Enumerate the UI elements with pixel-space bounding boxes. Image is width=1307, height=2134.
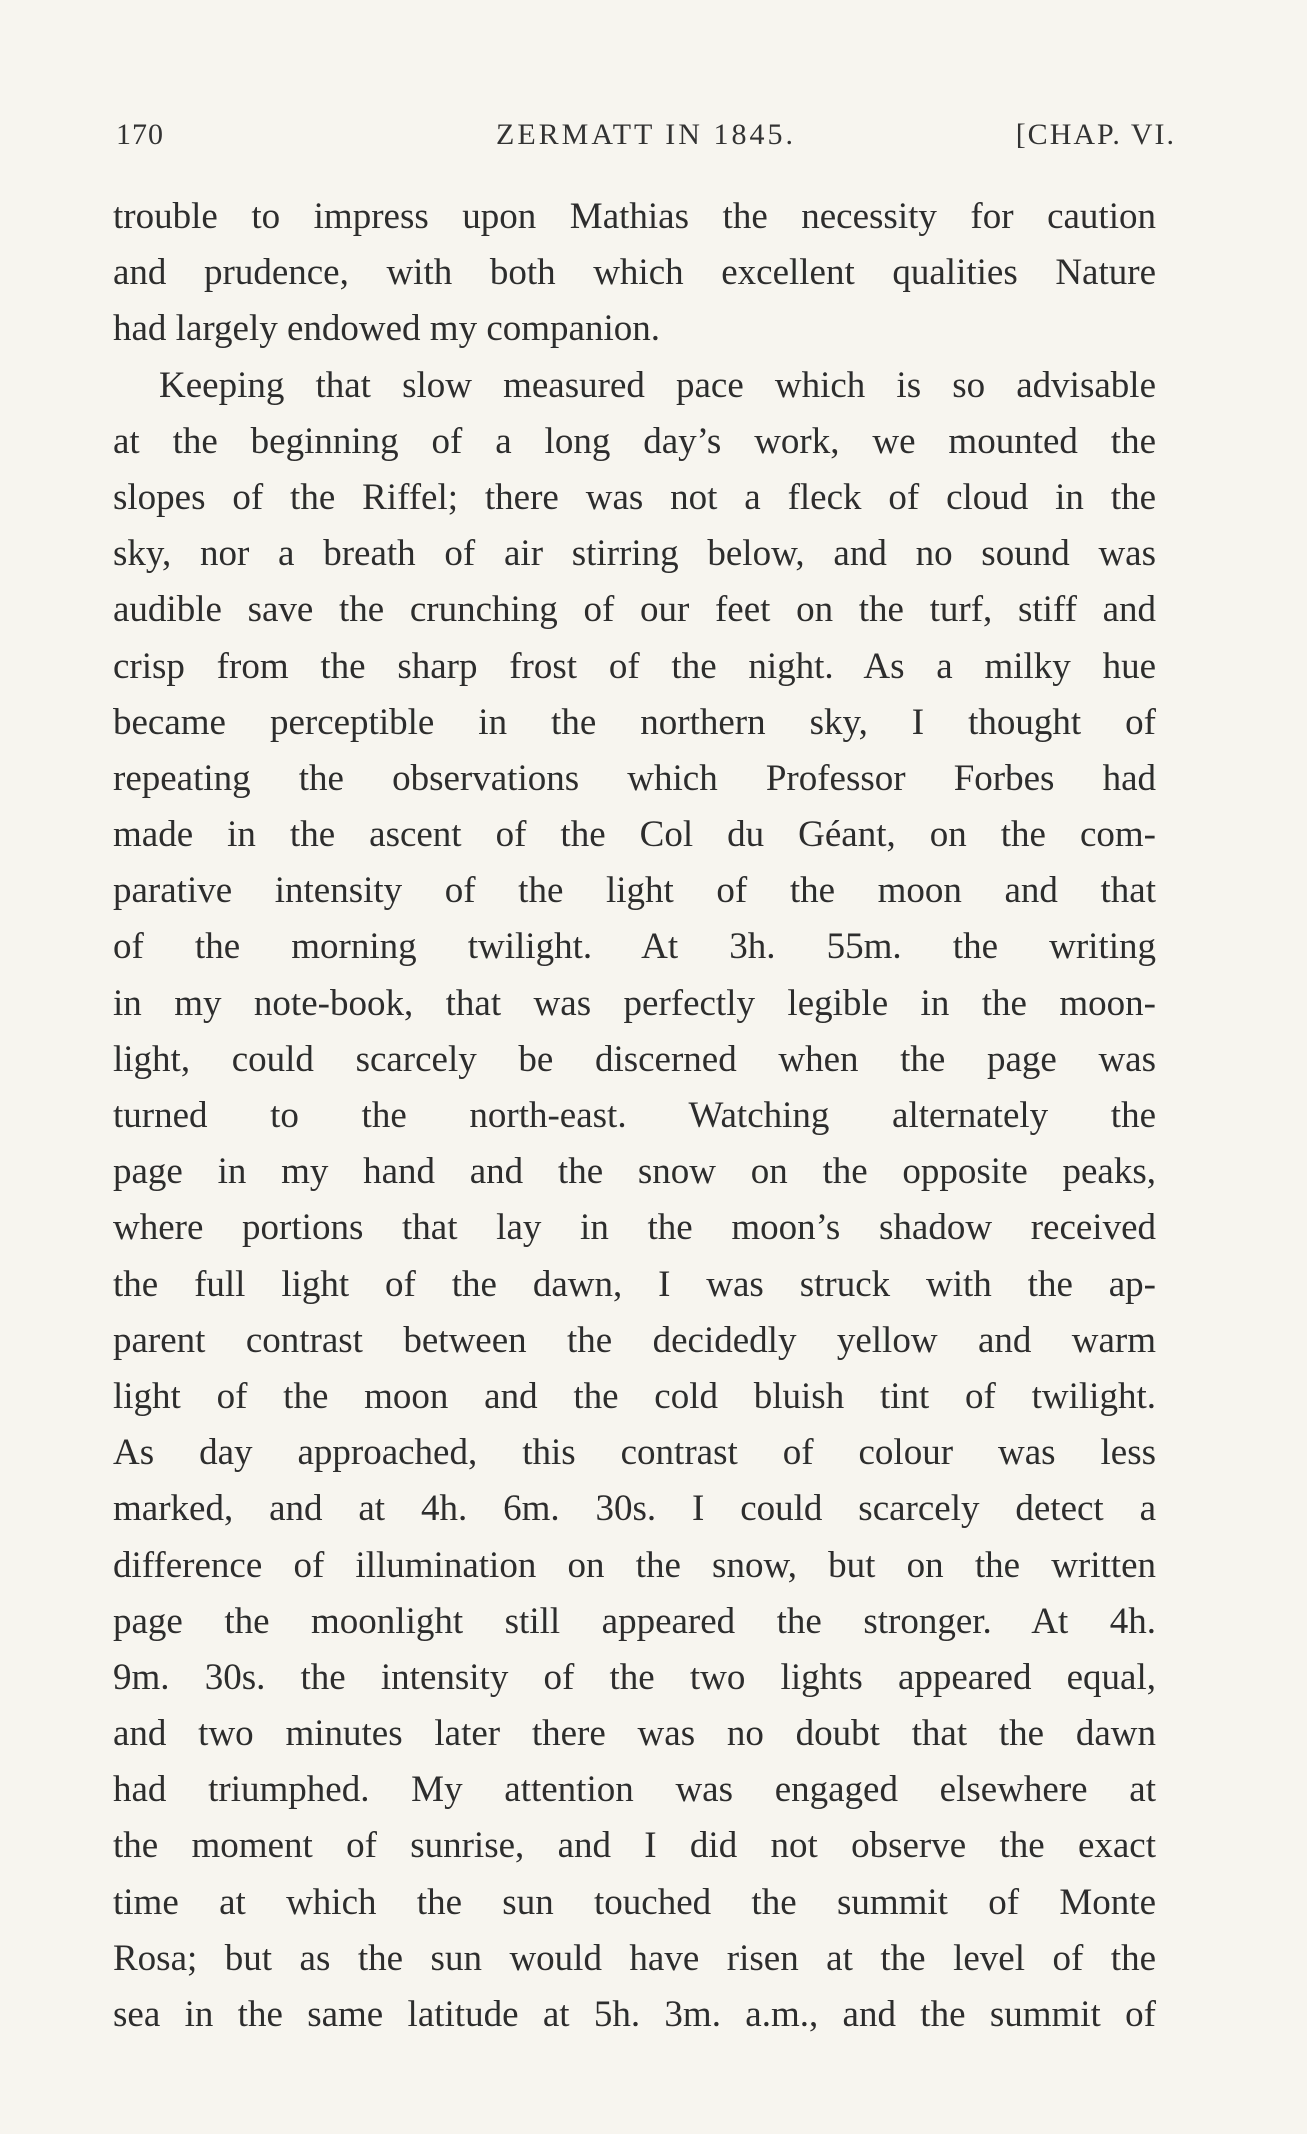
text-line: difference of illumination on the snow, but on the written: [113, 1544, 1156, 1586]
text-line: in my note-book, that was perfectly legible in the moon-: [113, 982, 1156, 1024]
text-line: repeating the observations which Professor Forbes had: [113, 757, 1156, 799]
chapter-marker: [CHAP. VI.: [1015, 118, 1176, 151]
text-line: marked, and at 4h. 6m. 30s. I could scarcely detect a: [113, 1488, 1156, 1530]
body-text: [113, 189, 1156, 2043]
text-line: trouble to impress upon Mathias the necessity for caution: [113, 196, 1156, 237]
text-line: page in my hand and the snow on the opposite peaks,: [113, 1151, 1156, 1193]
page-number: 170: [116, 118, 164, 151]
text-line: turned to the north-east. Watching alternately the: [113, 1095, 1156, 1136]
text-line: had largely endowed my companion.: [113, 308, 660, 350]
text-line: parent contrast between the decidedly yellow and warm: [113, 1319, 1156, 1361]
text-line: sea in the same latitude at 5h. 3m. a.m., and the summit of: [113, 1994, 1156, 2035]
text-line: audible save the crunching of our feet on the turf, stiff and: [113, 589, 1156, 631]
text-line: crisp from the sharp frost of the night. As a milky hue: [113, 645, 1156, 687]
text-line: became perceptible in the northern sky, I thought of: [113, 701, 1156, 743]
text-line: the moment of sunrise, and I did not observe the exact: [113, 1825, 1156, 1867]
text-line: and prudence, with both which excellent qualities Nature: [113, 252, 1156, 294]
text-line: light, could scarcely be discerned when the page was: [113, 1038, 1156, 1080]
text-line: Rosa; but as the sun would have risen at the level of the: [113, 1937, 1156, 1979]
paragraph-start-line: Keeping that slow measured pace which is so advisable: [159, 364, 1156, 406]
text-line: page the moonlight still appeared the stronger. At 4h.: [113, 1600, 1156, 1642]
text-line: sky, nor a breath of air stirring below, and no sound was: [113, 533, 1156, 575]
text-line: had triumphed. My attention was engaged elsewhere at: [113, 1769, 1156, 1811]
text-line: slopes of the Riffel; there was not a fleck of cloud in the: [113, 476, 1156, 518]
text-line: parative intensity of the light of the moon and that: [113, 870, 1156, 912]
text-line: and two minutes later there was no doubt that the dawn: [113, 1713, 1156, 1755]
text-line: at the beginning of a long day’s work, we mounted the: [113, 420, 1156, 462]
text-line: the full light of the dawn, I was struck with the ap-: [113, 1263, 1156, 1305]
running-header: [116, 118, 1176, 158]
text-line: As day approached, this contrast of colour was less: [113, 1432, 1156, 1474]
running-title: ZERMATT IN 1845.: [496, 118, 796, 151]
text-line: light of the moon and the cold bluish tint of twilight.: [113, 1375, 1156, 1417]
text-line: made in the ascent of the Col du Géant, on the com-: [113, 814, 1156, 856]
text-line: of the morning twilight. At 3h. 55m. the writing: [113, 926, 1156, 968]
text-line: time at which the sun touched the summit of Monte: [113, 1881, 1156, 1923]
text-line: where portions that lay in the moon’s shadow received: [113, 1207, 1156, 1249]
text-line: 9m. 30s. the intensity of the two lights appeared equal,: [113, 1656, 1156, 1698]
